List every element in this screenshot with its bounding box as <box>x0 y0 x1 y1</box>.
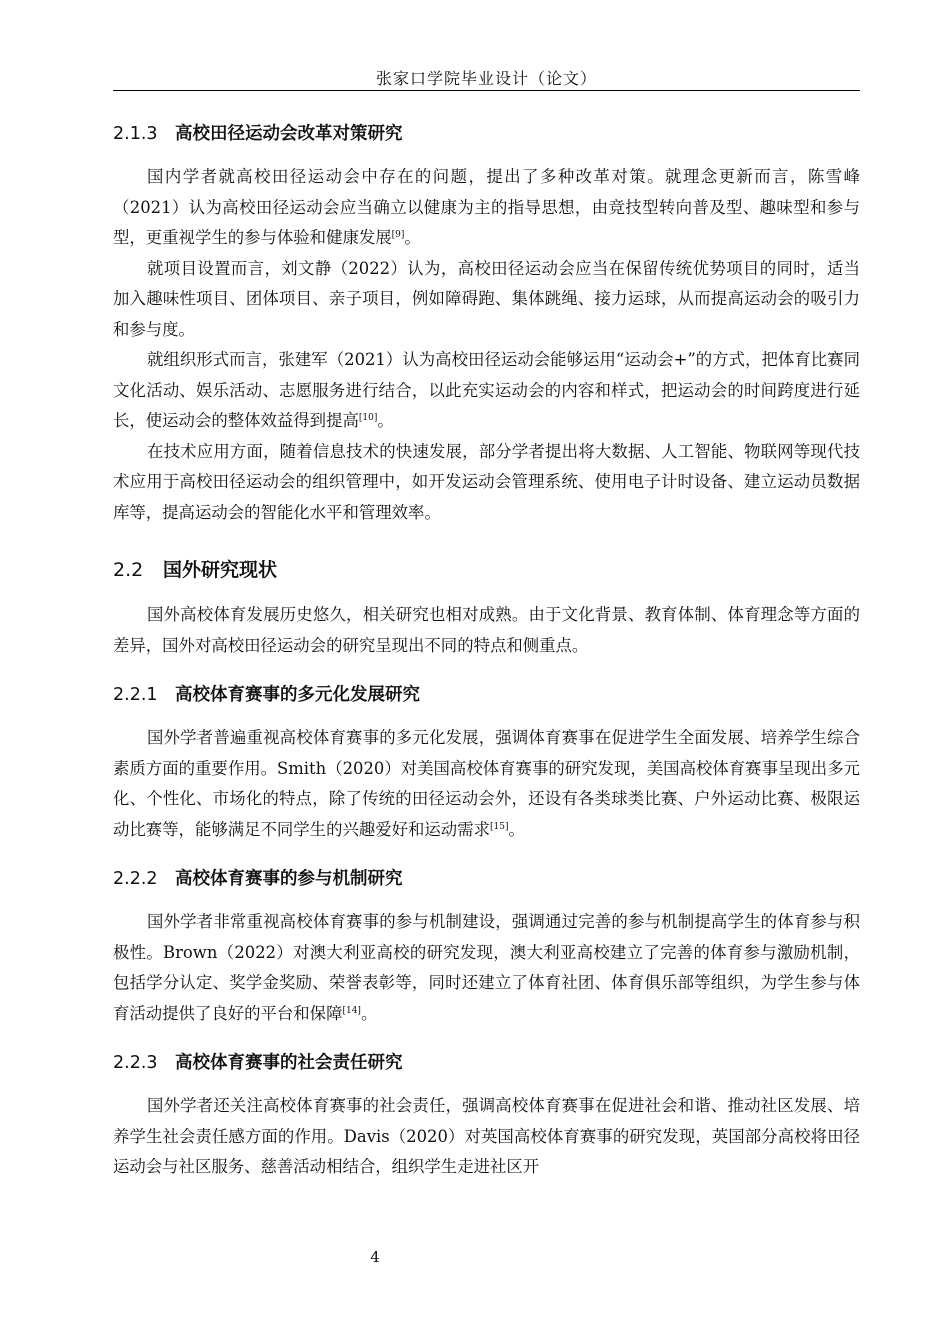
page-number: 4 <box>370 1248 380 1266</box>
paragraph-text: 国外学者非常重视高校体育赛事的参与机制建设，强调通过完善的参与机制提高学生的体育参与积极性。Brown（2022）对澳大利亚高校的研究发现，澳大利亚高校建立了完善的体育参与激励机制，包括学分认定、奖学金奖励、荣誉表彰等，同时还建立了体育社团、体育俱乐部等组织，为学生参与体育活动提供了良好的平台和保障 <box>113 912 860 1023</box>
section-heading-2-2 <box>113 554 860 586</box>
paragraph: 国外高校体育发展历史悠久，相关研究也相对成熟。由于文化背景、教育体制、体育理念等方面的差异，国外对高校田径运动会的研究呈现出不同的特点和侧重点。 <box>113 605 860 655</box>
paragraph: 就项目设置而言，刘文静（2022）认为，高校田径运动会应当在保留传统优势项目的同时，适当加入趣味性项目、团体项目、亲子项目，例如障碍跑、集体跳绳、接力运球，从而提高运动会的吸引力和参与度。 <box>113 258 860 339</box>
citation-ref: [10] <box>358 413 378 423</box>
paragraph-tail: 。 <box>360 1003 378 1023</box>
citation-ref: [15] <box>489 821 509 832</box>
paragraph: 在技术应用方面，随着信息技术的快速发展，部分学者提出将大数据、人工智能、物联网等现代技术应用于高校田径运动会的组织管理中，如开发运动会管理系统、使用电子计时设备、建立运动员数据库等，提高运动会的智能化水平和管理效率。 <box>113 441 860 522</box>
section-heading-2-2-3 <box>113 1049 860 1077</box>
section-number: 2.2.3 <box>113 1053 158 1073</box>
paragraph-text: 就组织形式而言，张建军（2021）认为高校田径运动会能够运用“运动会+”的方式，把体育比赛同文化活动、娱乐活动、志愿服务进行结合，以此充实运动会的内容和样式，把运动会的时间跨度进行延长，使运动会的整体效益得到提高 <box>113 350 860 430</box>
paragraph-tail: 。 <box>404 228 421 247</box>
paragraph-tail: 。 <box>377 411 394 430</box>
running-header: 张家口学院毕业设计（论文） <box>375 69 597 88</box>
section-number: 2.2 <box>113 559 144 581</box>
paragraph-tail: 。 <box>508 819 525 839</box>
section-number: 2.2.2 <box>113 869 158 889</box>
section-title: 高校体育赛事的多元化发展研究 <box>175 685 420 705</box>
paragraph-text: 国外学者普遍重视高校体育赛事的多元化发展，强调体育赛事在促进学生全面发展、培养学生综合素质方面的重要作用。Smith（2020）对美国高校体育赛事的研究发现，美国高校体育赛事呈现出多元化、个性化、市场化的特点，除了传统的田径运动会外，还设有各类球类比赛、户外运动比赛、极限运动比赛等，能够满足不同学生的兴趣爱好和运动需求 <box>113 728 860 839</box>
citation-ref: [9] <box>391 230 405 240</box>
section-number: 2.2.1 <box>113 685 158 705</box>
paragraph: 国外学者还关注高校体育赛事的社会责任，强调高校体育赛事在促进社会和谐、推动社区发展、培养学生社会责任感方面的作用。Davis（2020）对英国高校体育赛事的研究发现，英国部分高校将田径运动会与社区服务、慈善活动相结合，组织学生走进社区开 <box>113 1096 860 1176</box>
section-heading-2-1-3 <box>113 120 860 148</box>
paragraph <box>113 345 860 437</box>
paragraph <box>113 907 860 1029</box>
section-title: 高校体育赛事的参与机制研究 <box>175 869 403 889</box>
section-title: 国外研究现状 <box>163 559 278 581</box>
paragraph <box>113 723 860 845</box>
section-heading-2-2-2 <box>113 865 860 893</box>
page-body <box>113 110 860 1183</box>
section-heading-2-2-1 <box>113 681 860 709</box>
header-rule <box>113 90 860 91</box>
section-title: 高校田径运动会改革对策研究 <box>175 124 403 144</box>
paragraph <box>113 162 860 254</box>
section-number: 2.1.3 <box>113 124 158 144</box>
paragraph-text: 国内学者就高校田径运动会中存在的问题，提出了多种改革对策。就理念更新而言，陈雪峰（2021）认为高校田径运动会应当确立以健康为主的指导思想，由竞技型转向普及型、趣味型和参与型，更重视学生的参与体验和健康发展 <box>113 167 860 247</box>
citation-ref: [14] <box>342 1005 361 1016</box>
section-title: 高校体育赛事的社会责任研究 <box>175 1053 403 1073</box>
